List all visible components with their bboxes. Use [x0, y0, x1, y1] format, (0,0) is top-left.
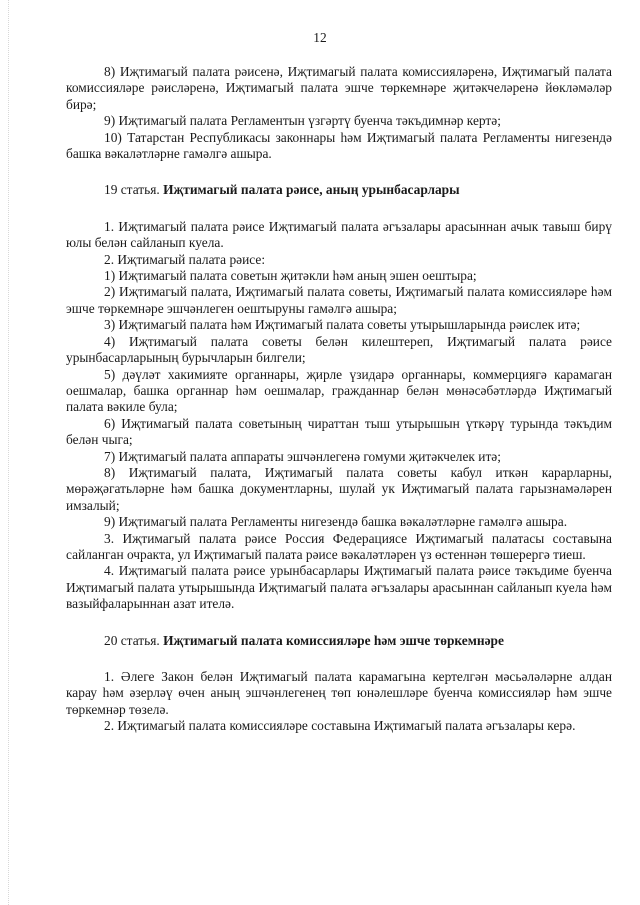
paragraph: 8) Иҗтимагый палата рәисенә, Иҗтимагый палата комиссияләренә, Иҗтимагый палата комиссияләре рәисләренә, Иҗтимагый палата эшче төркемнәре җитәкчеләренә йөкләмәләр бирә; [66, 64, 612, 112]
paragraph: 10) Татарстан Республикасы законнары һәм Иҗтимагый палата Регламенты нигезендә башка вәкаләтләрне гамәлгә ашыра. [66, 129, 612, 162]
paragraph: 9) Иҗтимагый палата Регламенты нигезендә башка вәкаләтләрне гамәлгә ашыра. [104, 514, 568, 530]
paragraph-group-1 [66, 64, 612, 162]
paragraph: 1. Иҗтимагый палата рәисе Иҗтимагый палата әгъзалары арасыннан ачык тавыш бирү юлы белән сайланып куела. [66, 218, 612, 251]
paragraph-group-3 [66, 669, 612, 735]
paragraph: 8) Иҗтимагый палата, Иҗтимагый палата советы кабул иткән карарларны, мөрәҗәгатьләрне һәм башка документларны, шулай ук Иҗтимагый палата гарызнамәләрен имзалый; [66, 464, 612, 513]
paragraph: 3. Иҗтимагый палата рәисе Россия Федерациясе Иҗтимагый палатасы составына сайланган очракта, ул Иҗтимагый палата рәисе вәкаләтләрен үз өстеннән төшерергә тиеш. [66, 530, 612, 562]
article-19-title: Иҗтимагый палата рәисе, аның урынбасарлары [163, 182, 460, 198]
paragraph: 2. Иҗтимагый палата комиссияләре составына Иҗтимагый палата әгъзалары керә. [104, 718, 576, 734]
paragraph: 1. Әлеге Закон белән Иҗтимагый палата карамагына кертелгән мәсьәләләрне алдан карау һәм әзерләү өчен аның эшчәнлегенең төп юнәлешләре буенча комиссияләр һәм эшче төркемнәр төзелә. [66, 669, 612, 717]
paragraph: 2. Иҗтимагый палата рәисе: [104, 251, 266, 267]
paragraph: 9) Иҗтимагый палата Регламентын үзгәртү буенча тәкъдимнәр кертә; [104, 113, 501, 129]
scan-edge-marks [8, 0, 10, 905]
paragraph: 1) Иҗтимагый палата советын җитәкли һәм аның эшен оештыра; [104, 268, 477, 284]
page-number: 12 [313, 30, 327, 45]
paragraph: 6) Иҗтимагый палата советының чираттан тыш утырышын үткәрү турында тәкъдим белән чыга; [66, 415, 612, 448]
article-20-title: Иҗтимагый палата комиссияләре һәм эшче төркемнәре [163, 632, 504, 648]
paragraph: 3) Иҗтимагый палата һәм Иҗтимагый палата советы утырышларында рәислек итә; [104, 317, 581, 333]
article-19-heading [66, 182, 612, 198]
paragraph: 4) Иҗтимагый палата советы белән килештереп, Иҗтимагый палата рәисе урынбасарларының бурычларын билгели; [66, 333, 612, 366]
paragraph: 4. Иҗтимагый палата рәисе урынбасарлары Иҗтимагый палата рәисе тәкъдиме буенча Иҗтимагый палата утырышында Иҗтимагый палата әгъзалары арасыннан сайланып куела һәм вазыйфаларыннан азат ителә. [66, 563, 612, 612]
article-20-heading [66, 633, 612, 649]
paragraph: 2) Иҗтимагый палата, Иҗтимагый палата советы, Иҗтимагый палата комиссияләре һәм эшче төркемнәре эшчәнлеген оештыруны гамәлгә ашыра; [66, 284, 612, 316]
document-body [66, 64, 612, 735]
article-20-number: 20 статья. [104, 632, 160, 648]
paragraph: 5) дәүләт хакимияте органнары, җирле үзидарә органнары, коммерциягә карамаган оешмалар, башка органнар һәм оешмалар, гражданнар белән мөнәсәбәтләрдә Иҗтимагый палата вәкиле була; [66, 366, 612, 415]
article-19-number: 19 статья. [104, 182, 160, 198]
paragraph: 7) Иҗтимагый палата аппараты эшчәнлегенә гомуми җитәкчелек итә; [104, 448, 501, 464]
paragraph-group-2 [66, 219, 612, 613]
